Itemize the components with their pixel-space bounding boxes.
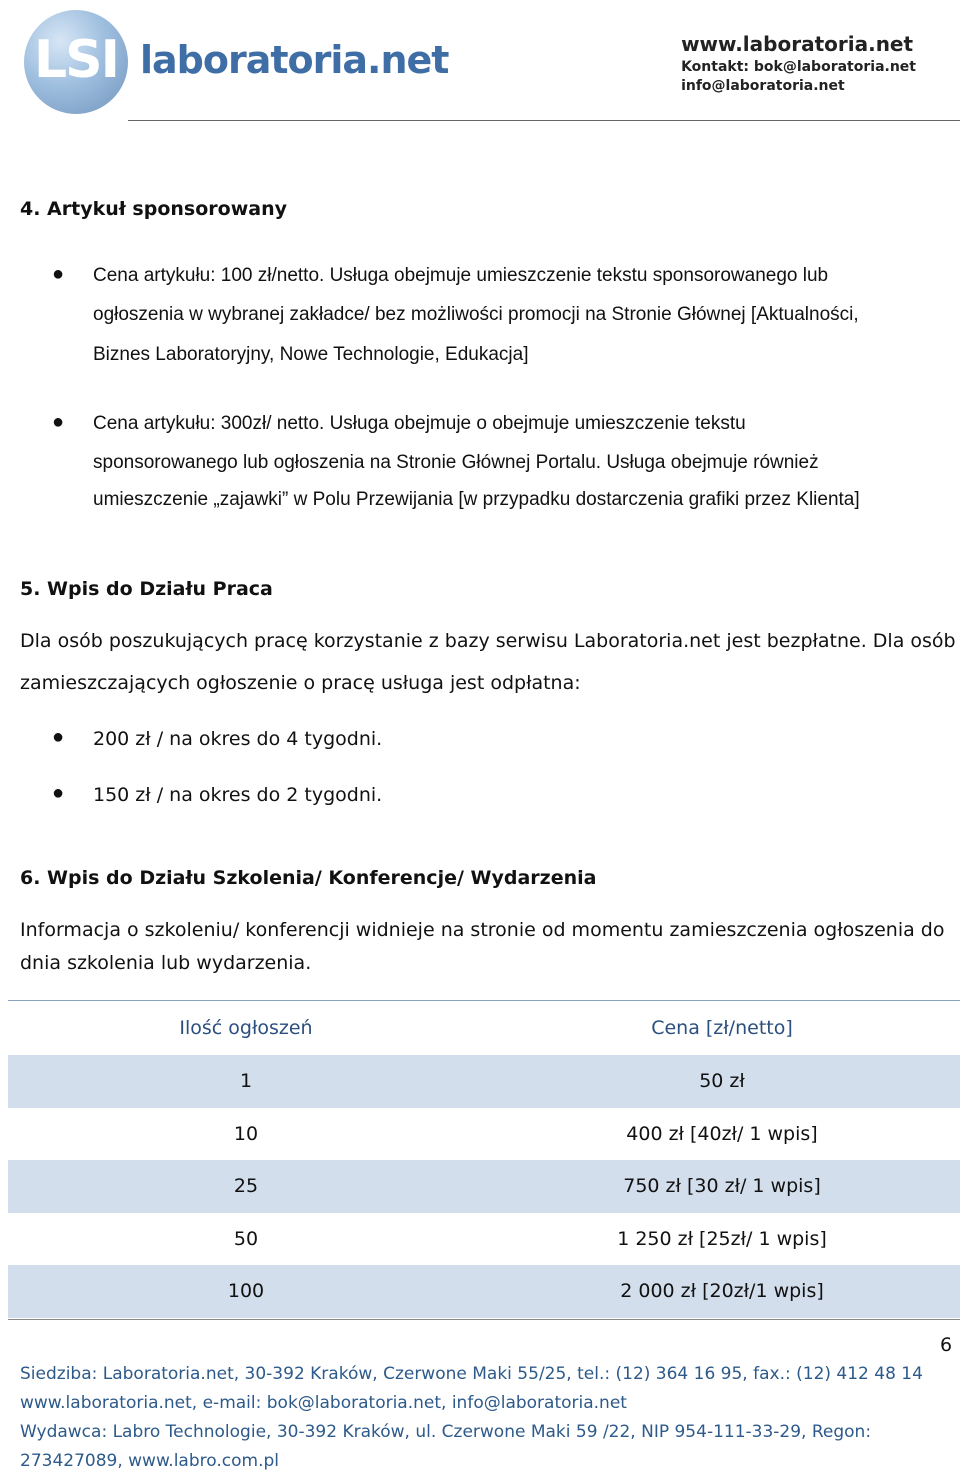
header-divider	[128, 120, 960, 121]
header-url[interactable]: www.laboratoria.net	[681, 32, 914, 56]
table-row	[8, 1160, 960, 1213]
table-row	[8, 1265, 960, 1318]
section6-para-line2: dnia szkolenia lub wydarzenia.	[20, 952, 312, 974]
section4-b1-line1: Cena artykułu: 100 zł/netto. Usługa obejmuje umieszczenie tekstu sponsorowanego lub	[93, 265, 829, 286]
section6-title: 6. Wpis do Działu Szkolenia/ Konferencje/ Wydarzenia	[20, 867, 597, 889]
table-header-count: Ilość ogłoszeń	[179, 1017, 313, 1039]
section5-para-line1: Dla osób poszukujących pracę korzystanie z bazy serwisu Laboratoria.net jest bezpłatne. Dla osób	[20, 630, 956, 652]
table-cell-count: 25	[233, 1175, 259, 1198]
footer-line1: Siedziba: Laboratoria.net, 30-392 Kraków, Czerwone Maki 55/25, tel.: (12) 364 16 95, fax.: (12) 412 48 14	[20, 1364, 923, 1384]
table-cell-price: 50 zł	[699, 1070, 745, 1093]
page-footer	[20, 1360, 923, 1476]
section5-para-line2: zamieszczających ogłoszenie o pracę usługa jest odpłatna:	[20, 672, 581, 694]
bullet-icon: ●	[52, 263, 65, 285]
section4-b1-line3: Biznes Laboratoryjny, Nowe Technologie, Edukacja]	[93, 344, 529, 365]
section4-title: 4. Artykuł sponsorowany	[20, 198, 287, 220]
table-cell-price: 2 000 zł [20zł/1 wpis]	[620, 1280, 824, 1303]
footer-divider	[8, 1319, 960, 1320]
footer-line4[interactable]: 273427089, www.labro.com.pl	[20, 1451, 279, 1471]
table-row	[8, 1108, 960, 1161]
section5-item1: 200 zł / na okres do 4 tygodni.	[93, 728, 383, 750]
table-cell-price: 400 zł [40zł/ 1 wpis]	[626, 1122, 818, 1145]
footer-line2[interactable]: www.laboratoria.net, e-mail: bok@laboratoria.net, info@laboratoria.net	[20, 1393, 627, 1413]
logo-text: laboratoria.net	[140, 38, 449, 82]
table-header-price: Cena [zł/netto]	[651, 1017, 793, 1039]
table-cell-count: 1	[239, 1070, 253, 1093]
header-contact-email[interactable]: Kontakt: bok@laboratoria.net	[681, 59, 916, 75]
table-row	[8, 1055, 960, 1108]
section4-b2-line3: umieszczenie „zajawki” w Polu Przewijania [w przypadku dostarczenia grafiki przez Klienta]	[93, 489, 860, 510]
table-header-row	[8, 1001, 960, 1055]
section4-b2-line1: Cena artykułu: 300zł/ netto. Usługa obejmuje o obejmuje umieszczenie tekstu	[93, 413, 746, 434]
bullet-icon: ●	[52, 726, 65, 748]
table-cell-count: 100	[227, 1280, 265, 1303]
logo-icon: LSI	[24, 10, 128, 114]
price-table	[8, 1000, 960, 1318]
header-contact	[681, 32, 916, 94]
table-cell-count: 50	[233, 1227, 259, 1250]
section5-title: 5. Wpis do Działu Praca	[20, 578, 273, 600]
table-cell-count: 10	[233, 1122, 259, 1145]
page-number: 6	[940, 1334, 953, 1356]
section5-item2: 150 zł / na okres do 2 tygodni.	[93, 784, 383, 806]
table-row	[8, 1213, 960, 1266]
bullet-icon: ●	[52, 411, 65, 433]
section6-para-line1: Informacja o szkoleniu/ konferencji widnieje na stronie od momentu zamieszczenia ogłoszenia do	[20, 919, 945, 941]
section4-b1-line2: ogłoszenia w wybranej zakładce/ bez możliwości promocji na Stronie Głównej [Aktualności,	[93, 304, 859, 325]
page-header	[0, 0, 960, 122]
table-cell-price: 750 zł [30 zł/ 1 wpis]	[623, 1175, 821, 1198]
bullet-icon: ●	[52, 782, 65, 804]
header-info-email[interactable]: info@laboratoria.net	[681, 78, 845, 94]
table-cell-price: 1 250 zł [25zł/ 1 wpis]	[617, 1227, 827, 1250]
section4-b2-line2: sponsorowanego lub ogłoszenia na Stronie Głównej Portalu. Usługa obejmuje również	[93, 452, 819, 473]
footer-line3: Wydawca: Labro Technologie, 30-392 Kraków, ul. Czerwone Maki 59 /22, NIP 954-111-33-29, Regon:	[20, 1422, 872, 1442]
